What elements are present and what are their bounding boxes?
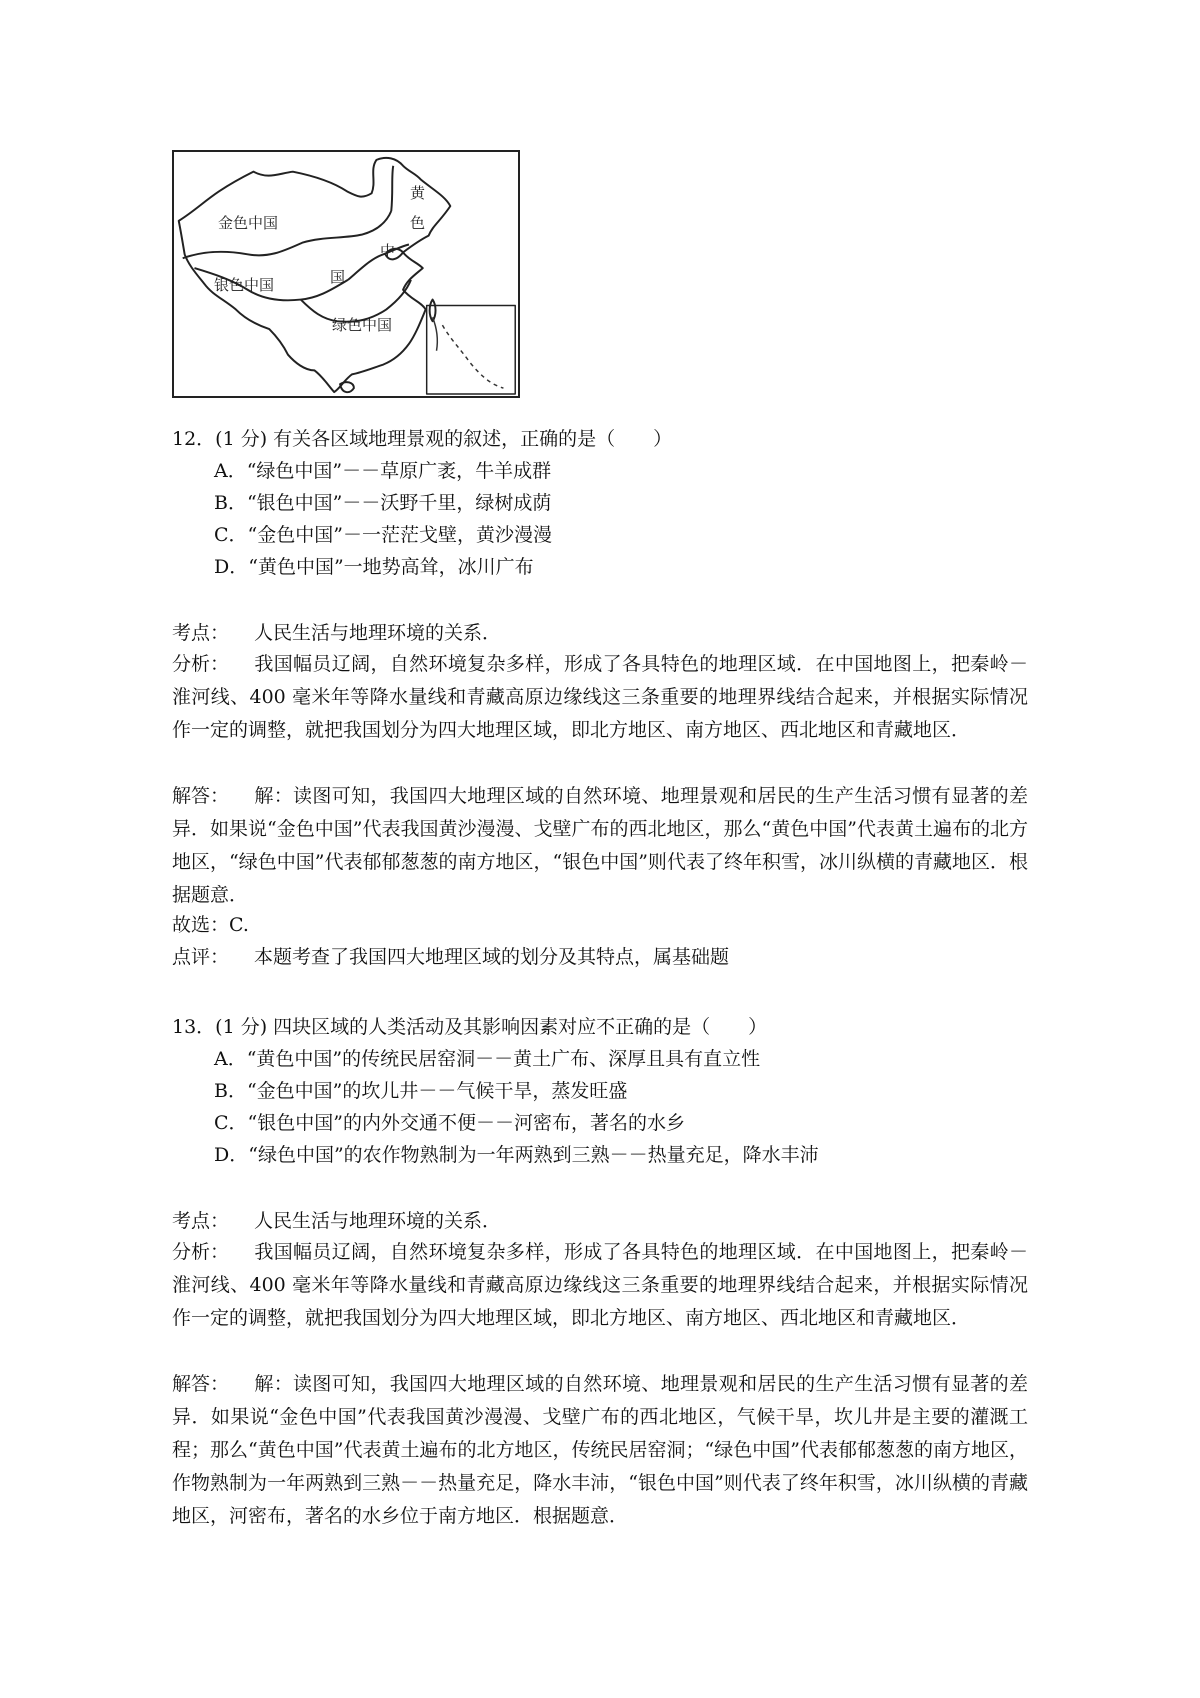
q12-dianping-label: 点评： bbox=[172, 946, 230, 968]
q13-jieda-text: 解：读图可知，我国四大地理区域的自然环境、地理景观和居民的生产生活习惯有显著的差异．如果说“金色中国”代表我国黄沙漫漫、戈壁广布的西北地区，气候干旱，坎儿井是主要的灌溉工程；那么“黄色中国”代表黄土遍布的北方地区，传统民居窑洞；“绿色中国”代表郁郁葱葱的南方地区，作物熟制为一年两熟到三熟－－热量充足，降水丰沛，“银色中国”则代表了终年积雪，冰川纵横的青藏地区，河密布，著名的水乡位于南方地区．根据题意． bbox=[172, 1373, 1028, 1527]
q12-jieda-label: 解答： bbox=[172, 785, 230, 807]
map-label-yellow-1: 黄 bbox=[410, 184, 426, 202]
q12-option-c: C．“金色中国”－一茫茫戈壁，黄沙漫漫 bbox=[214, 524, 552, 546]
q13-jieda bbox=[172, 1368, 1028, 1533]
q12-jieda-text: 解：读图可知，我国四大地理区域的自然环境、地理景观和居民的生产生活习惯有显著的差异．如果说“金色中国”代表我国黄沙漫漫、戈壁广布的西北地区，那么“黄色中国”代表黄土遍布的北方地区，“绿色中国”代表郁郁葱葱的南方地区，“银色中国”则代表了终年积雪，冰川纵横的青藏地区．根据题意． bbox=[172, 785, 1028, 906]
q13-jieda-label: 解答： bbox=[172, 1373, 230, 1395]
q12-answer: 故选：C. bbox=[172, 914, 249, 936]
q12-fenxi-text: 我国幅员辽阔，自然环境复杂多样，形成了各具特色的地理区域．在中国地图上，把秦岭－淮河线、400 毫米年等降水量线和青藏高原边缘线这三条重要的地理界线结合起来，并根据实际情况作一定的调整，就把我国划分为四大地理区域，即北方地区、南方地区、西北地区和青藏地区． bbox=[172, 653, 1028, 741]
q13-option-d: D．“绿色中国”的农作物熟制为一年两熟到三熟－－热量充足，降水丰沛 bbox=[214, 1144, 819, 1166]
q12-fenxi bbox=[172, 648, 1028, 747]
map-label-gold-china: 金色中国 bbox=[218, 214, 279, 232]
q12-option-a: A．“绿色中国”－－草原广袤，牛羊成群 bbox=[214, 460, 552, 482]
q12-kaodian-text: 人民生活与地理环境的关系． bbox=[254, 622, 502, 644]
q12-option-b: B．“银色中国”－－沃野千里，绿树成荫 bbox=[214, 492, 552, 514]
map-label-yellow-3: 中 bbox=[380, 242, 396, 260]
map-label-yellow-2: 色 bbox=[410, 214, 426, 232]
q13-fenxi-label: 分析： bbox=[172, 1241, 230, 1263]
q13-option-a: A．“黄色中国”的传统民居窑洞－－黄土广布、深厚且具有直立性 bbox=[214, 1048, 761, 1070]
q12-stem: 12．(1 分) 有关各区域地理景观的叙述，正确的是（ ） bbox=[172, 428, 673, 450]
china-region-map bbox=[172, 150, 520, 398]
china-outline-drawing bbox=[174, 152, 518, 396]
map-label-yellow-4: 国 bbox=[330, 268, 346, 286]
q12-jieda bbox=[172, 780, 1028, 912]
q13-fenxi-text: 我国幅员辽阔，自然环境复杂多样，形成了各具特色的地理区域．在中国地图上，把秦岭－淮河线、400 毫米年等降水量线和青藏高原边缘线这三条重要的地理界线结合起来，并根据实际情况作一定的调整，就把我国划分为四大地理区域，即北方地区、南方地区、西北地区和青藏地区． bbox=[172, 1241, 1028, 1329]
q12-fenxi-label: 分析： bbox=[172, 653, 230, 675]
q13-kaodian-text: 人民生活与地理环境的关系． bbox=[254, 1210, 502, 1232]
q12-option-d: D．“黄色中国”一地势高耸，冰川广布 bbox=[214, 556, 534, 578]
q12-dianping-text: 本题考查了我国四大地理区域的划分及其特点，属基础题 bbox=[254, 946, 730, 968]
q13-stem: 13．(1 分) 四块区域的人类活动及其影响因素对应不正确的是（ ） bbox=[172, 1016, 768, 1038]
q13-option-c: C．“银色中国”的内外交通不便－－河密布，著名的水乡 bbox=[214, 1112, 685, 1134]
q13-option-b: B．“金色中国”的坎儿井－－气候干旱，蒸发旺盛 bbox=[214, 1080, 628, 1102]
map-label-silver-china: 银色中国 bbox=[214, 276, 275, 294]
q13-fenxi bbox=[172, 1236, 1028, 1335]
q12-kaodian-label: 考点： bbox=[172, 622, 230, 644]
q13-kaodian-label: 考点： bbox=[172, 1210, 230, 1232]
map-label-green-china: 绿色中国 bbox=[332, 316, 393, 334]
